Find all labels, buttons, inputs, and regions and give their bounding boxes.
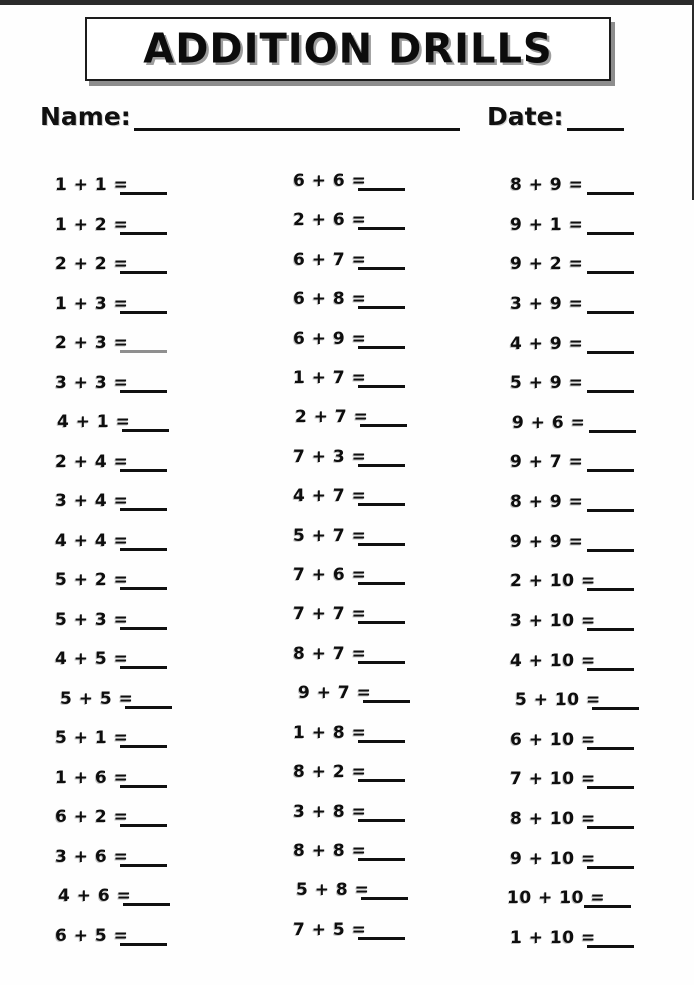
problem-row bbox=[55, 374, 235, 393]
problem-text: 3 + 3 = bbox=[55, 372, 129, 393]
answer-blank[interactable] bbox=[120, 927, 167, 946]
problem-row bbox=[510, 652, 694, 671]
problem-row bbox=[55, 176, 235, 195]
name-blank-line[interactable] bbox=[134, 106, 460, 131]
problem-row bbox=[293, 527, 473, 546]
problem-row bbox=[293, 724, 473, 743]
page-title: ADDITION DRILLS bbox=[143, 25, 553, 73]
problem-row bbox=[296, 881, 476, 900]
answer-blank[interactable] bbox=[587, 731, 634, 750]
name-field bbox=[40, 103, 460, 131]
problem-text: 6 + 2 = bbox=[55, 807, 129, 828]
answer-blank[interactable] bbox=[363, 684, 410, 703]
problem-text: 4 + 6 = bbox=[58, 886, 132, 907]
problem-text: 1 + 2 = bbox=[55, 214, 129, 235]
problem-row bbox=[55, 255, 235, 274]
problem-row bbox=[510, 691, 694, 710]
problem-text: 7 + 6 = bbox=[293, 565, 367, 586]
answer-blank[interactable] bbox=[587, 770, 634, 789]
problem-text: 4 + 10 = bbox=[510, 650, 596, 671]
answer-blank[interactable] bbox=[358, 527, 405, 546]
answer-blank[interactable] bbox=[587, 335, 634, 354]
problem-text: 4 + 1 = bbox=[57, 412, 131, 433]
problem-row bbox=[510, 929, 694, 948]
answer-blank[interactable] bbox=[120, 176, 167, 195]
answer-blank[interactable] bbox=[360, 408, 407, 427]
problem-row bbox=[55, 808, 235, 827]
problem-row bbox=[293, 330, 473, 349]
answer-blank[interactable] bbox=[120, 571, 167, 590]
answer-blank[interactable] bbox=[358, 566, 405, 585]
problem-row bbox=[293, 211, 473, 230]
answer-blank[interactable] bbox=[358, 369, 405, 388]
problem-text: 9 + 1 = bbox=[510, 214, 584, 235]
answer-blank[interactable] bbox=[587, 850, 634, 869]
problem-text: 6 + 9 = bbox=[293, 328, 367, 349]
problem-row bbox=[510, 612, 694, 631]
date-field bbox=[487, 103, 624, 131]
answer-blank[interactable] bbox=[358, 645, 405, 664]
problem-row bbox=[293, 172, 473, 191]
problem-text: 2 + 3 = bbox=[55, 333, 129, 354]
problem-text: 8 + 2 = bbox=[293, 762, 367, 783]
problem-row bbox=[510, 731, 694, 750]
problem-text: 1 + 8 = bbox=[293, 722, 367, 743]
problem-row bbox=[55, 453, 235, 472]
problem-row bbox=[293, 369, 473, 388]
problem-text: 3 + 9 = bbox=[510, 293, 584, 314]
answer-blank[interactable] bbox=[120, 650, 167, 669]
answer-blank[interactable] bbox=[587, 453, 634, 472]
problem-text: 9 + 2 = bbox=[510, 254, 584, 275]
problem-row bbox=[55, 690, 235, 709]
problem-row bbox=[510, 335, 694, 354]
answer-blank[interactable] bbox=[120, 255, 167, 274]
problem-row bbox=[57, 413, 237, 432]
answer-blank[interactable] bbox=[120, 769, 167, 788]
problem-text: 4 + 7 = bbox=[293, 486, 367, 507]
problem-row bbox=[55, 927, 235, 946]
answer-blank[interactable] bbox=[587, 374, 634, 393]
problem-row bbox=[510, 374, 694, 393]
problem-text: 4 + 4 = bbox=[55, 530, 129, 551]
answer-blank[interactable] bbox=[587, 493, 634, 512]
answer-blank[interactable] bbox=[358, 724, 405, 743]
title-box bbox=[85, 17, 611, 81]
problem-row bbox=[510, 255, 694, 274]
answer-blank[interactable] bbox=[358, 803, 405, 822]
answer-blank[interactable] bbox=[587, 612, 634, 631]
problem-row bbox=[55, 216, 235, 235]
answer-blank[interactable] bbox=[120, 848, 167, 867]
problem-text: 9 + 6 = bbox=[512, 412, 586, 433]
answer-blank[interactable] bbox=[120, 532, 167, 551]
answer-blank[interactable] bbox=[587, 929, 634, 948]
problem-row bbox=[510, 810, 694, 829]
problem-text: 3 + 6 = bbox=[55, 846, 129, 867]
answer-blank[interactable] bbox=[120, 295, 167, 314]
problem-row bbox=[510, 216, 694, 235]
answer-blank[interactable] bbox=[358, 605, 405, 624]
problem-row bbox=[293, 803, 473, 822]
answer-blank[interactable] bbox=[587, 533, 634, 552]
problem-text: 2 + 4 = bbox=[55, 451, 129, 472]
problems-column bbox=[55, 176, 235, 946]
problem-text: 8 + 9 = bbox=[510, 175, 584, 195]
answer-blank[interactable] bbox=[123, 887, 170, 906]
answer-blank[interactable] bbox=[587, 216, 634, 235]
scan-top-edge bbox=[0, 0, 694, 5]
problem-row bbox=[510, 453, 694, 472]
problem-text: 1 + 1 = bbox=[55, 175, 129, 195]
answer-blank[interactable] bbox=[587, 572, 634, 591]
problem-row bbox=[510, 572, 694, 591]
problem-row bbox=[510, 493, 694, 512]
problem-row bbox=[293, 645, 473, 664]
problem-text: 8 + 9 = bbox=[510, 492, 584, 512]
problem-text: 1 + 6 = bbox=[55, 767, 129, 788]
answer-blank[interactable] bbox=[122, 413, 169, 432]
problem-text: 6 + 8 = bbox=[293, 289, 367, 310]
answer-blank[interactable] bbox=[587, 255, 634, 274]
answer-blank[interactable] bbox=[120, 492, 167, 511]
problem-row bbox=[55, 295, 235, 314]
answer-blank[interactable] bbox=[358, 448, 405, 467]
answer-blank[interactable] bbox=[358, 290, 405, 309]
problem-row bbox=[55, 571, 235, 590]
problem-text: 7 + 10 = bbox=[510, 769, 596, 790]
problem-row bbox=[293, 684, 473, 703]
problem-row bbox=[55, 769, 235, 788]
problems-column bbox=[507, 175, 694, 948]
answer-blank[interactable] bbox=[587, 295, 634, 314]
answer-blank[interactable] bbox=[120, 216, 167, 235]
problem-text: 6 + 7 = bbox=[293, 249, 367, 270]
answer-blank[interactable] bbox=[120, 729, 167, 748]
answer-blank[interactable] bbox=[358, 487, 405, 506]
answer-blank[interactable] bbox=[120, 374, 167, 393]
problem-row bbox=[55, 611, 235, 630]
problem-text: 7 + 7 = bbox=[293, 604, 367, 625]
problem-text: 6 + 10 = bbox=[510, 729, 596, 750]
answer-blank[interactable] bbox=[584, 889, 631, 908]
problem-row bbox=[512, 414, 694, 433]
problem-text: 1 + 3 = bbox=[55, 293, 129, 314]
problem-text: 2 + 2 = bbox=[55, 254, 129, 275]
problem-row bbox=[510, 295, 694, 314]
problem-text: 9 + 10 = bbox=[510, 848, 596, 869]
answer-blank[interactable] bbox=[120, 334, 167, 353]
problem-text: 2 + 6 = bbox=[293, 210, 367, 231]
problem-text: 4 + 9 = bbox=[510, 333, 584, 354]
problem-text: 6 + 5 = bbox=[55, 925, 129, 946]
problem-text: 5 + 1 = bbox=[55, 728, 129, 749]
problem-text: 2 + 10 = bbox=[510, 571, 596, 592]
answer-blank[interactable] bbox=[358, 763, 405, 782]
problem-row bbox=[55, 492, 235, 511]
answer-blank[interactable] bbox=[120, 453, 167, 472]
problem-text: 3 + 10 = bbox=[510, 610, 596, 631]
date-blank-line[interactable] bbox=[567, 106, 624, 131]
answer-blank[interactable] bbox=[358, 251, 405, 270]
problem-row bbox=[293, 487, 473, 506]
answer-blank[interactable] bbox=[358, 172, 405, 191]
problem-text: 9 + 7 = bbox=[510, 452, 584, 473]
problem-text: 5 + 7 = bbox=[293, 525, 367, 546]
problem-row bbox=[55, 848, 235, 867]
problem-text: 5 + 10 = bbox=[515, 690, 601, 711]
problem-row bbox=[510, 850, 694, 869]
problem-row bbox=[293, 290, 473, 309]
problem-row bbox=[55, 334, 235, 353]
problem-row bbox=[293, 921, 473, 940]
problem-row bbox=[55, 650, 235, 669]
answer-blank[interactable] bbox=[587, 176, 634, 195]
answer-blank[interactable] bbox=[589, 414, 636, 433]
problem-text: 5 + 2 = bbox=[55, 570, 129, 591]
problem-row bbox=[293, 448, 473, 467]
problem-row bbox=[293, 842, 473, 861]
problem-text: 9 + 7 = bbox=[298, 683, 372, 704]
problem-text: 3 + 4 = bbox=[55, 491, 129, 512]
answer-blank[interactable] bbox=[361, 881, 408, 900]
problem-row bbox=[510, 176, 694, 195]
problem-row bbox=[507, 889, 694, 908]
answer-blank[interactable] bbox=[120, 611, 167, 630]
problem-row bbox=[55, 532, 235, 551]
answer-blank[interactable] bbox=[358, 842, 405, 861]
answer-blank[interactable] bbox=[592, 691, 639, 710]
problem-row bbox=[293, 251, 473, 270]
problem-row bbox=[510, 770, 694, 789]
problem-text: 4 + 5 = bbox=[55, 649, 129, 670]
problem-text: 3 + 8 = bbox=[293, 801, 367, 822]
problem-row bbox=[293, 763, 473, 782]
problem-row bbox=[293, 566, 473, 585]
problem-text: 6 + 6 = bbox=[293, 171, 367, 191]
answer-blank[interactable] bbox=[358, 211, 405, 230]
problem-text: 9 + 9 = bbox=[510, 531, 584, 552]
problems-column bbox=[293, 172, 473, 940]
answer-blank[interactable] bbox=[125, 690, 172, 709]
problem-text: 7 + 3 = bbox=[293, 446, 367, 467]
problem-row bbox=[293, 605, 473, 624]
problem-text: 5 + 8 = bbox=[296, 880, 370, 901]
problem-text: 5 + 9 = bbox=[510, 373, 584, 394]
problem-row bbox=[55, 729, 235, 748]
problem-text: 7 + 5 = bbox=[293, 919, 367, 940]
problem-text: 8 + 8 = bbox=[293, 840, 367, 861]
problem-row bbox=[295, 408, 475, 427]
answer-blank[interactable] bbox=[358, 921, 405, 940]
date-label: Date: bbox=[487, 102, 564, 131]
answer-blank[interactable] bbox=[358, 330, 405, 349]
problem-row bbox=[58, 887, 238, 906]
answer-blank[interactable] bbox=[587, 652, 634, 671]
answer-blank[interactable] bbox=[587, 810, 634, 829]
problem-text: 2 + 7 = bbox=[295, 407, 369, 428]
problem-text: 10 + 10 = bbox=[507, 888, 606, 909]
problem-text: 8 + 10 = bbox=[510, 809, 596, 829]
problem-text: 1 + 10 = bbox=[510, 927, 596, 948]
problem-text: 1 + 7 = bbox=[293, 368, 367, 389]
problem-text: 5 + 3 = bbox=[55, 609, 129, 630]
problem-text: 5 + 5 = bbox=[60, 688, 134, 709]
problem-text: 8 + 7 = bbox=[293, 643, 367, 664]
answer-blank[interactable] bbox=[120, 808, 167, 827]
name-label: Name: bbox=[40, 102, 131, 131]
problem-row bbox=[510, 533, 694, 552]
